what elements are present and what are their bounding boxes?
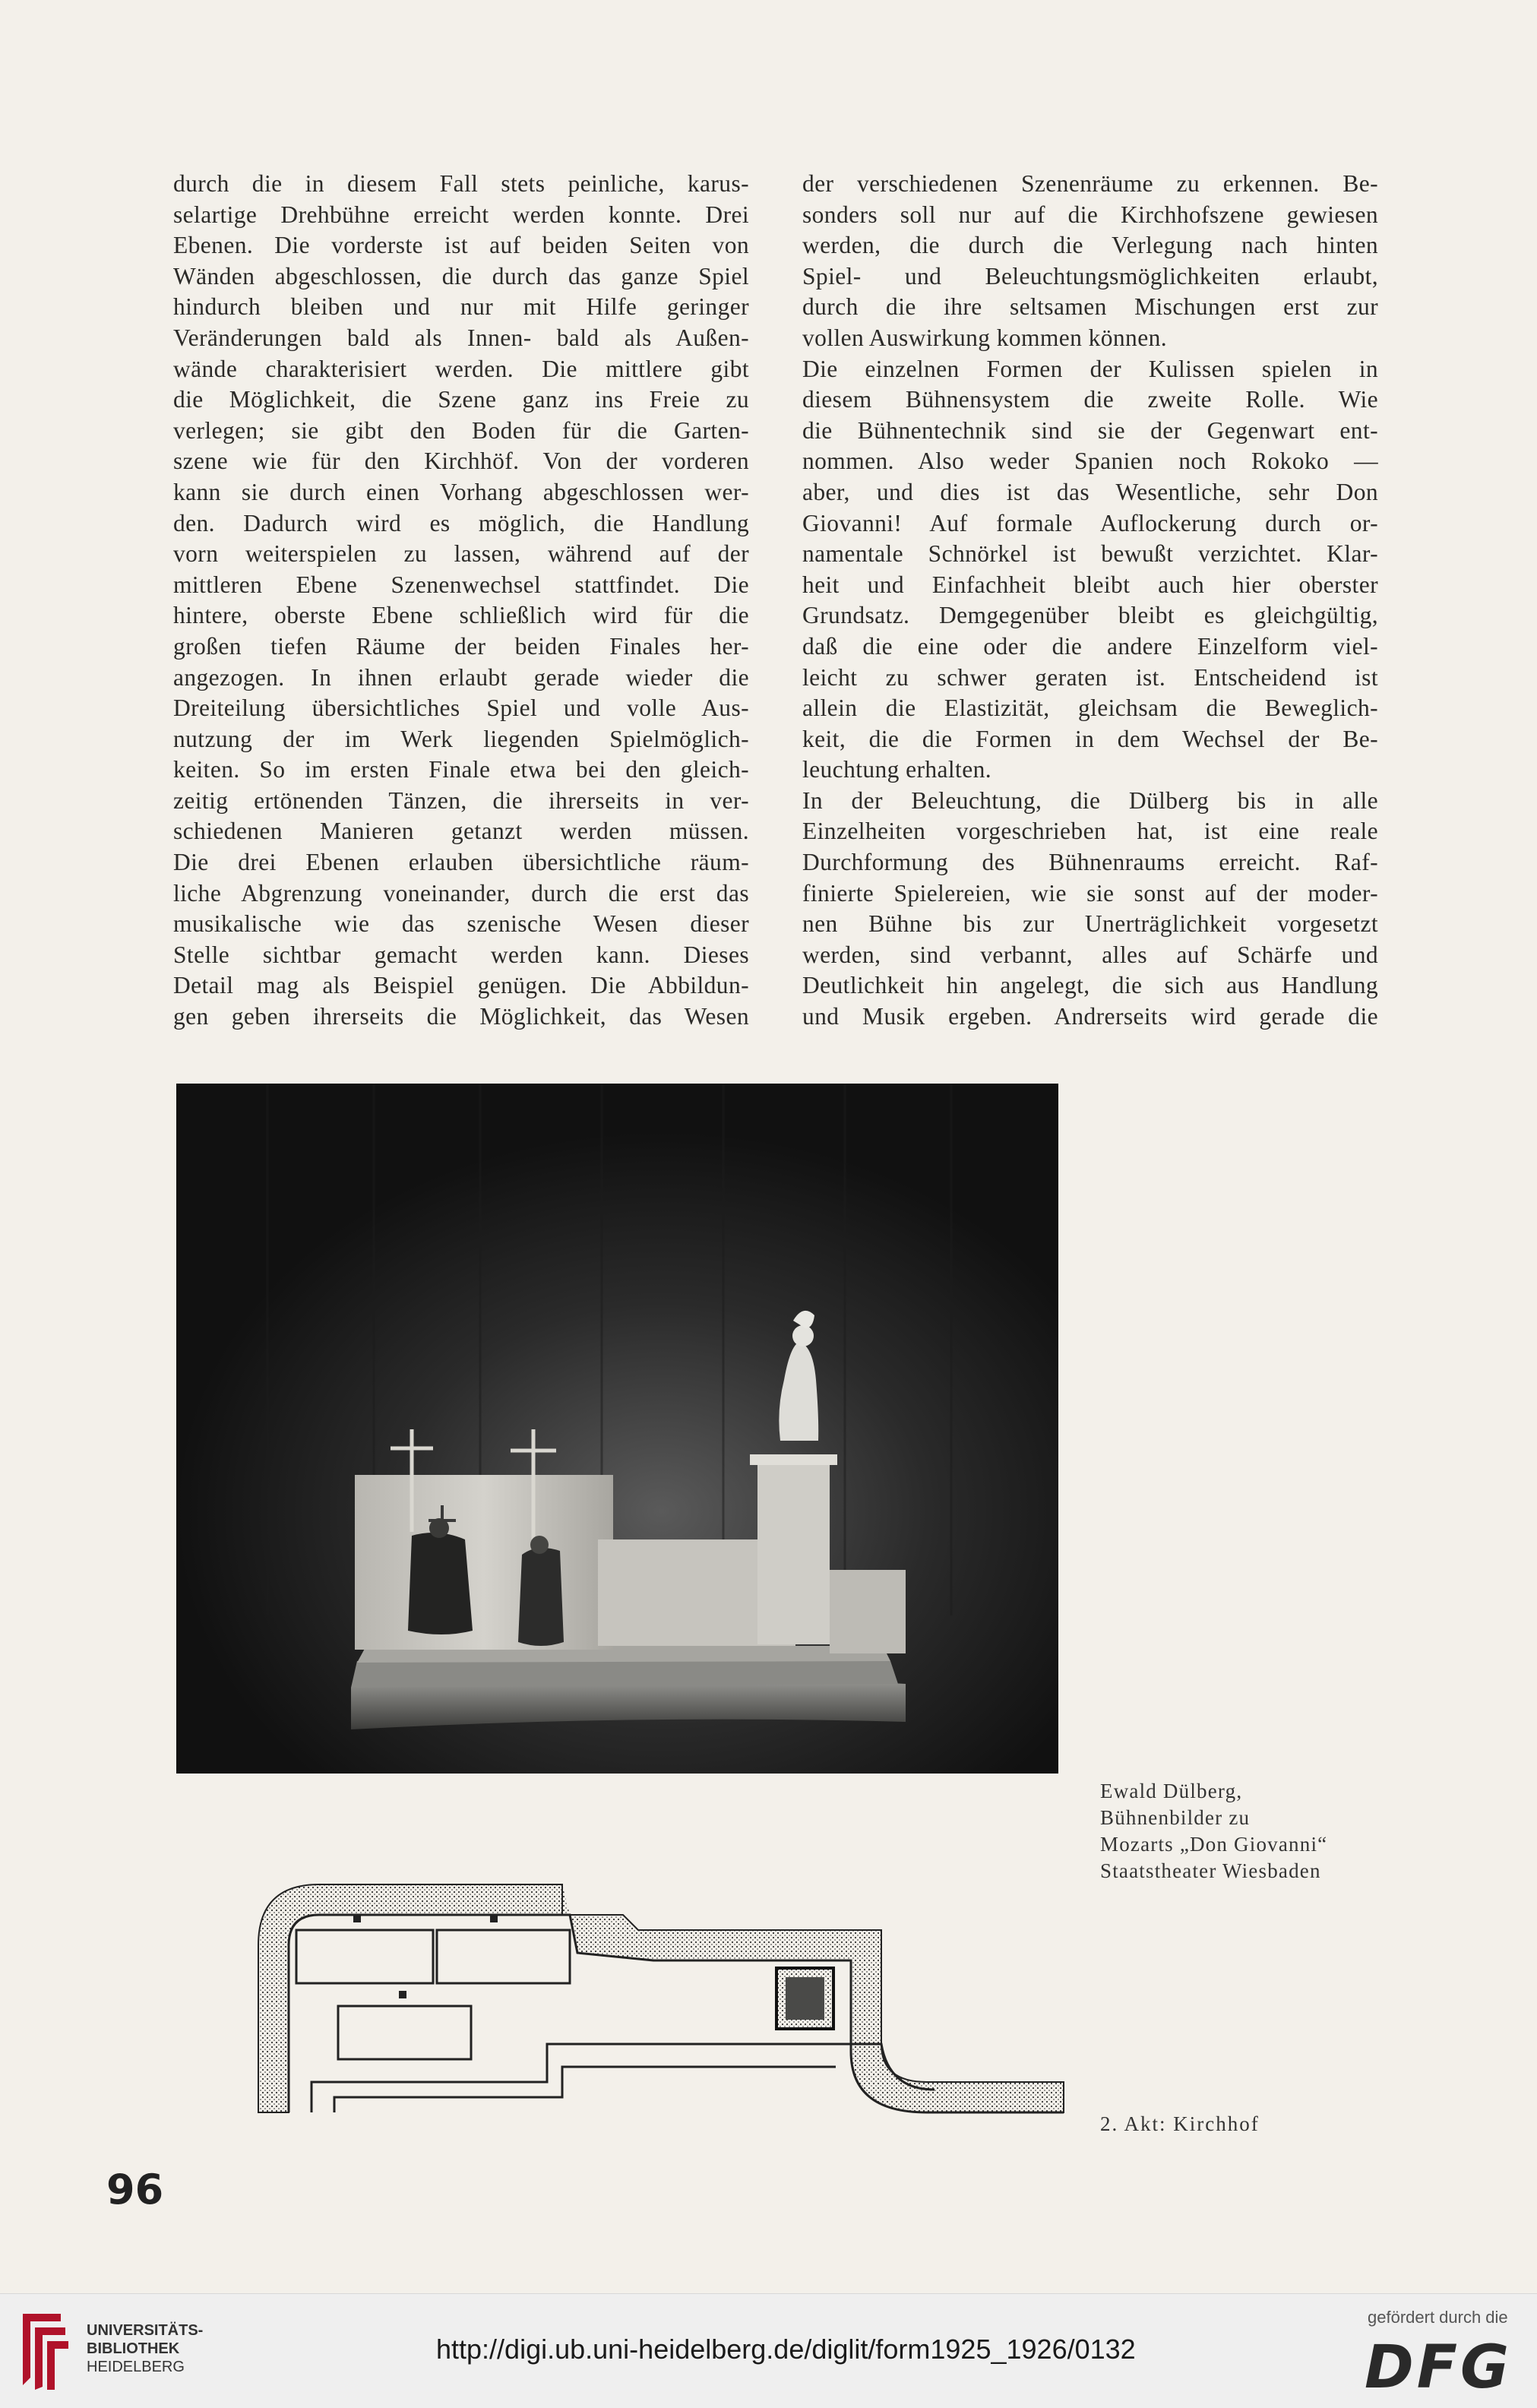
- text-line: liche Abgrenzung voneinander, durch die erst das: [173, 879, 749, 907]
- text-line: Detail mag als Beispiel genügen. Die Abbildun-: [173, 972, 749, 999]
- text-line: zeitig ertönenden Tänzen, die ihrerseits in ver-: [173, 786, 749, 814]
- library-name-line: BIBLIOTHEK: [87, 2340, 180, 2357]
- text-line: keit, die die Formen in dem Wechsel der Be-: [802, 725, 1378, 752]
- library-name-line: UNIVERSITÄTS-: [87, 2322, 204, 2339]
- text-line: nommen. Also weder Spanien noch Rokoko —: [802, 448, 1378, 475]
- text-line: allein die Elastizität, gleichsam die Beweglich-: [802, 695, 1378, 722]
- dfg-logo: DFG: [1365, 2334, 1513, 2402]
- text-line: die Bühnentechnik sind sie der Gegenwart ent-: [802, 416, 1378, 444]
- footer-bar: [0, 2293, 1537, 2408]
- caption-line: Ewald Dülberg,: [1100, 1780, 1243, 1802]
- text-line: kann sie durch einen Vorhang abgeschlossen wer-: [173, 478, 749, 505]
- text-line: Die drei Ebenen erlauben übersichtliche räum-: [173, 849, 749, 876]
- text-column-right: [802, 169, 1378, 1033]
- text-line: musikalische wie das szenische Wesen dieser: [173, 910, 749, 938]
- text-line: der verschiedenen Szenenräume zu erkennen. Be-: [802, 170, 1378, 197]
- text-line: Die einzelnen Formen der Kulissen spielen in: [802, 355, 1378, 382]
- text-line: nen Bühne bis zur Unerträglichkeit vorgesetzt: [802, 910, 1378, 938]
- text-line: schiedenen Manieren getanzt werden müssen.: [173, 818, 749, 845]
- text-line: Veränderungen bald als Innen- bald als Außen-: [173, 324, 749, 351]
- stage-floor-plan: [243, 1854, 1079, 2143]
- text-line: sonders soll nur auf die Kirchhofszene gewiesen: [802, 201, 1378, 228]
- text-line: namentale Schnörkel ist bewußt verzichtet. Klar-: [802, 540, 1378, 568]
- text-line: durch die ihre seltsamen Mischungen erst zur: [802, 293, 1378, 321]
- funding-note: gefördert durch die: [1368, 2308, 1508, 2327]
- permalink-url[interactable]: http://digi.ub.uni-heidelberg.de/diglit/form1925_1926/0132: [436, 2334, 1136, 2365]
- library-name-line: HEIDELBERG: [87, 2359, 185, 2375]
- text-line: hindurch bleiben und nur mit Hilfe geringer: [173, 293, 749, 321]
- text-line: In der Beleuchtung, die Dülberg bis in alle: [802, 786, 1378, 814]
- text-line: den. Dadurch wird es möglich, die Handlung: [173, 509, 749, 536]
- stage-photograph: [176, 1084, 1058, 1774]
- text-line: vorn weiterspielen zu lassen, während auf der: [173, 540, 749, 568]
- text-line: keiten. So im ersten Finale etwa bei den gleich-: [173, 756, 749, 783]
- text-line: Spiel- und Beleuchtungsmöglichkeiten erlaubt,: [802, 262, 1378, 290]
- text-line: Einzelheiten vorgeschrieben hat, ist eine reale: [802, 818, 1378, 845]
- text-line: Durchformung des Bühnenraums erreicht. Raf-: [802, 849, 1378, 876]
- text-line: daß die eine oder die andere Einzelform viel-: [802, 632, 1378, 660]
- library-logo-icon: [15, 2305, 73, 2394]
- text-line: szene wie für den Kirchhöf. Von der vorderen: [173, 448, 749, 475]
- text-line: großen tiefen Räume der beiden Finales her-: [173, 632, 749, 660]
- text-line: Grundsatz. Demgegenüber bleibt es gleichgültig,: [802, 602, 1378, 629]
- text-line: angezogen. In ihnen erlaubt gerade wieder die: [173, 663, 749, 691]
- library-name: [87, 2321, 203, 2376]
- text-line: aber, und dies ist das Wesentliche, sehr Don: [802, 478, 1378, 505]
- text-line: und Musik ergeben. Andrerseits wird gerade die: [802, 1003, 1378, 1030]
- text-line: mittleren Ebene Szenenwechsel stattfindet. Die: [173, 571, 749, 598]
- page-number: 96: [106, 2166, 164, 2213]
- text-column-left: [173, 169, 749, 1033]
- text-line: Ebenen. Die vorderste ist auf beiden Seiten von: [173, 232, 749, 259]
- caption-line: Mozarts „Don Giovanni“: [1100, 1833, 1328, 1856]
- text-line: heit und Einfachheit bleibt auch hier oberster: [802, 571, 1378, 598]
- text-line: selartige Drehbühne erreicht werden konnte. Drei: [173, 201, 749, 228]
- text-line: leuchtung erhalten.: [802, 756, 992, 783]
- caption-line: Staatstheater Wiesbaden: [1100, 1859, 1321, 1882]
- text-line: werden, die durch die Verlegung nach hinten: [802, 232, 1378, 259]
- text-line: nutzung der im Werk liegenden Spielmöglich-: [173, 725, 749, 752]
- text-line: werden, sind verbannt, alles auf Schärfe und: [802, 941, 1378, 968]
- text-line: verlegen; sie gibt den Boden für die Garten-: [173, 416, 749, 444]
- text-line: Deutlichkeit hin angelegt, die sich aus Handlung: [802, 972, 1378, 999]
- text-line: diesem Bühnensystem die zweite Rolle. Wie: [802, 386, 1378, 413]
- text-line: Wänden abgeschlossen, die durch das ganze Spiel: [173, 262, 749, 290]
- text-line: die Möglichkeit, die Szene ganz ins Freie zu: [173, 386, 749, 413]
- caption-line: Bühnenbilder zu: [1100, 1806, 1251, 1829]
- text-line: Stelle sichtbar gemacht werden kann. Dieses: [173, 941, 749, 968]
- figure-caption: [1100, 1778, 1327, 1884]
- plan-label: 2. Akt: Kirchhof: [1100, 2112, 1260, 2135]
- text-line: finierte Spielereien, wie sie sonst auf der moder-: [802, 879, 1378, 907]
- text-line: gen geben ihrerseits die Möglichkeit, das Wesen: [173, 1003, 749, 1030]
- text-line: vollen Auswirkung kommen können.: [802, 324, 1168, 351]
- text-line: Giovanni! Auf formale Auflockerung durch or-: [802, 509, 1378, 536]
- text-line: leicht zu schwer geraten ist. Entscheidend ist: [802, 663, 1378, 691]
- text-line: wände charakterisiert werden. Die mittlere gibt: [173, 355, 749, 382]
- text-line: Dreiteilung übersichtliches Spiel und volle Aus-: [173, 695, 749, 722]
- text-line: hintere, oberste Ebene schließlich wird für die: [173, 602, 749, 629]
- text-line: durch die in diesem Fall stets peinliche, karus-: [173, 170, 749, 197]
